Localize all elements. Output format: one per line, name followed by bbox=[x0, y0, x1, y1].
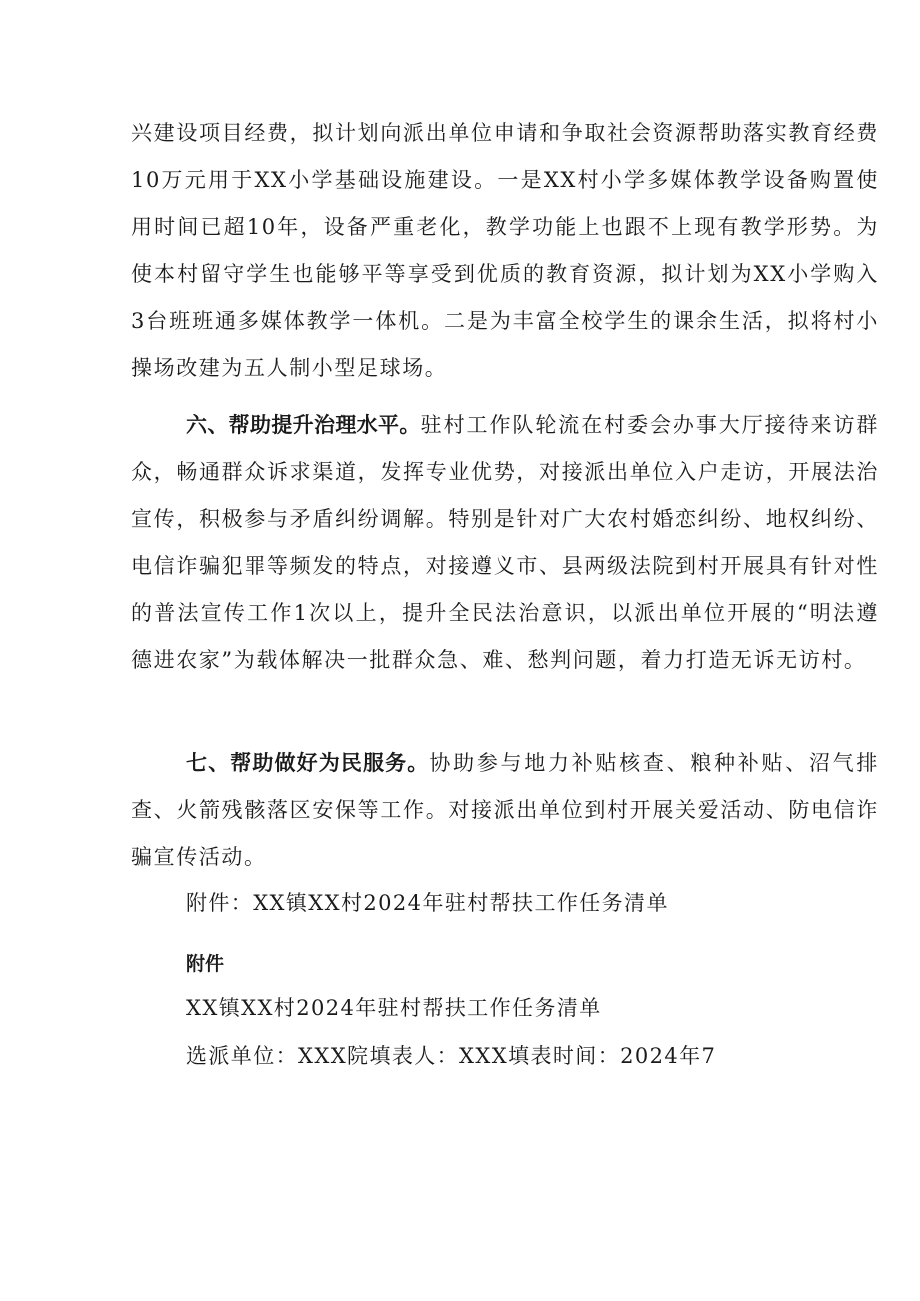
section-heading-public-service: 七、帮助做好为民服务。 bbox=[186, 751, 430, 775]
task-list-title: XX镇XX村2024年驻村帮扶工作任务清单 bbox=[186, 996, 602, 1020]
paragraph-public-service bbox=[131, 740, 879, 881]
paragraph-governance bbox=[131, 402, 879, 684]
attachment-label: 附件 bbox=[186, 953, 225, 975]
paragraph-body: 协助参与地力补贴核查、粮种补贴、沼气排查、火箭残骸落区安保等工作。对接派出单位到村开展关爱活动、防电信诈骗宣传活动。 bbox=[131, 751, 880, 869]
attachment-note: 附件：XX镇XX村2024年驻村帮扶工作任务清单 bbox=[186, 891, 669, 915]
paragraph-body: 驻村工作队轮流在村委会办事大厅接待来访群众，畅通群众诉求渠道，发挥专业优势，对接派出单位入户走访，开展法治宣传，积极参与矛盾纠纷调解。特别是针对广大农村婚恋纠纷、地权纠纷、电信诈骗犯罪等频发的特点，对接遵义市、县两级法院到村开展具有针对性的普法宣传工作1次以上，提升全民法治意识，以派出单位开展的“明法遵德进农家”为载体解决一批群众急、难、愁判问题，着力打造无诉无访村。 bbox=[131, 413, 880, 672]
form-meta-line: 选派单位：XXX院填表人：XXX填表时间：2024年7 bbox=[186, 1044, 717, 1068]
paragraph-education-funding bbox=[131, 110, 879, 392]
section-heading-governance: 六、帮助提升治理水平。 bbox=[186, 413, 421, 437]
paragraph-body: 兴建设项目经费，拟计划向派出单位申请和争取社会资源帮助落实教育经费10万元用于XX小学基础设施建设。一是XX村小学多媒体教学设备购置使用时间已超10年，设备严重老化，教学功能上也跟不上现有教学形势。为使本村留守学生也能够平等享受到优质的教育资源，拟计划为XX小学购入3台班班通多媒体教学一体机。二是为丰富全校学生的课余生活，拟将村小操场改建为五人制小型足球场。 bbox=[131, 121, 879, 380]
